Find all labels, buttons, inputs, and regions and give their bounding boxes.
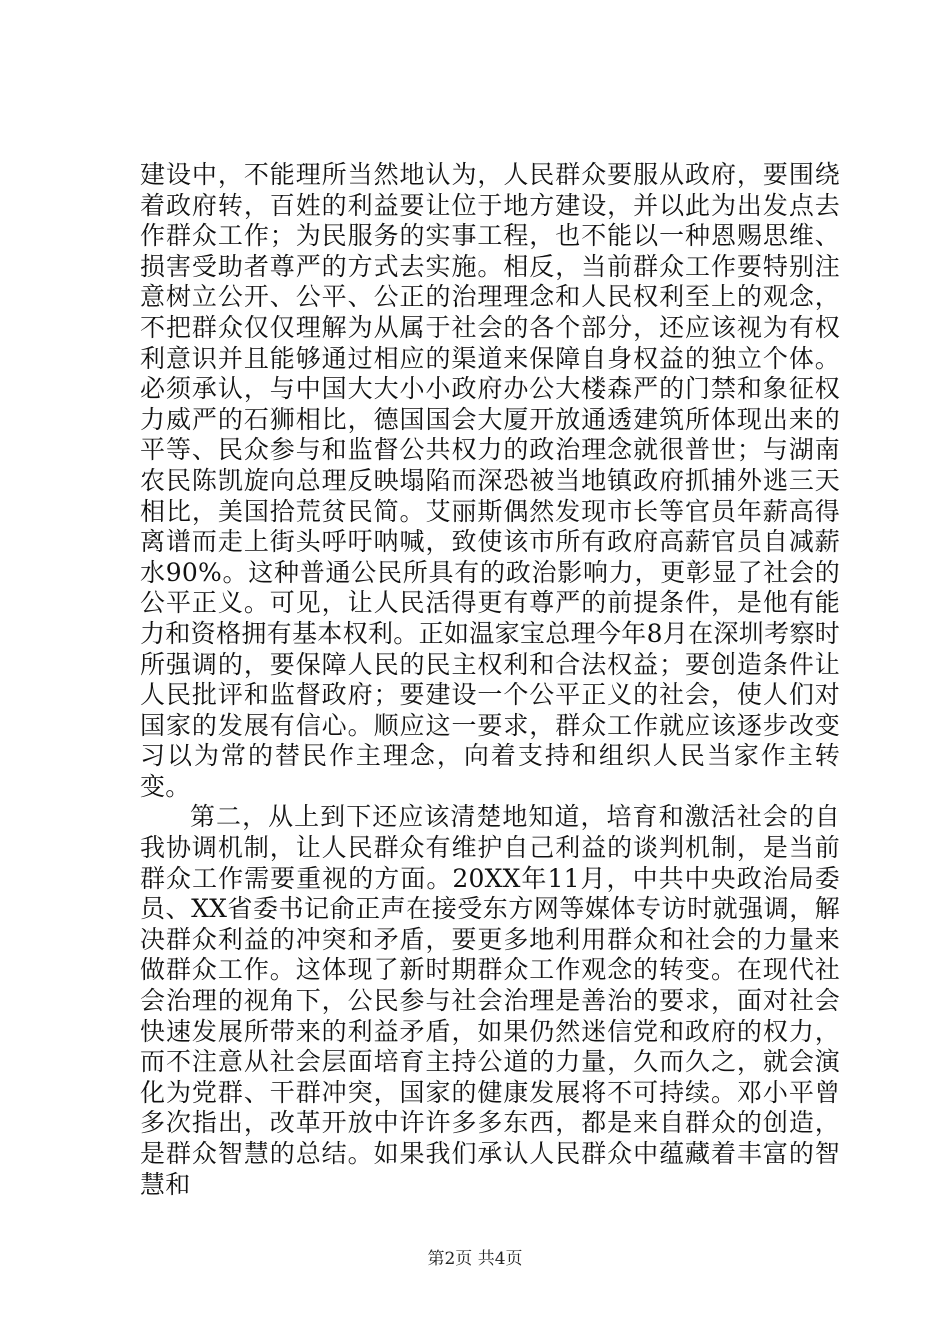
body-text — [140, 160, 840, 1200]
paragraph-continued: 建设中，不能理所当然地认为，人民群众要服从政府，要围绕着政府转，百姓的利益要让位于地方建设，并以此为出发点去作群众工作；为民服务的实事工程，也不能以一种恩赐思维、损害受助者尊严的方式去实施。相反，当前群众工作要特别注意树立公开、公平、公正的治理理念和人民权利至上的观念，不把群众仅仅理解为从属于社会的各个部分，还应该视为有权利意识并且能够通过相应的渠道来保障自身权益的独立个体。必须承认，与中国大大小小政府办公大楼森严的门禁和象征权力威严的石狮相比，德国国会大厦开放通透建筑所体现出来的平等、民众参与和监督公共权力的政治理念就很普世；与湖南农民陈凯旋向总理反映塌陷而深恐被当地镇政府抓捕外逃三天相比，美国拾荒贫民简。艾丽斯偶然发现市长等官员年薪高得离谱而走上街头呼吁呐喊，致使该市所有政府高薪官员自减薪水90%。这种普通公民所具有的政治影响力，更彰显了社会的公平正义。可见，让人民活得更有尊严的前提条件，是他有能力和资格拥有基本权利。正如温家宝总理今年8月在深圳考察时所强调的，要保障人民的民主权利和合法权益；要创造条件让人民批评和监督政府；要建设一个公平正义的社会，使人们对国家的发展有信心。顺应这一要求，群众工作就应该逐步改变习以为常的替民作主理念，向着支持和组织人民当家作主转变。 — [140, 160, 840, 801]
page-footer — [0, 1244, 950, 1269]
page-number-label: 第2页 共4页 — [427, 1249, 523, 1269]
paragraph-second-point: 第二，从上到下还应该清楚地知道，培育和激活社会的自我协调机制，让人民群众有维护自己利益的谈判机制，是当前群众工作需要重视的方面。20XX年11月，中共中央政治局委员、XX省委书记俞正声在接受东方网等媒体专访时就强调，解决群众利益的冲突和矛盾，要更多地利用群众和社会的力量来做群众工作。这体现了新时期群众工作观念的转变。在现代社会治理的视角下，公民参与社会治理是善治的要求，面对社会快速发展所带来的利益矛盾，如果仍然迷信党和政府的权力，而不注意从社会层面培育主持公道的力量，久而久之，就会演化为党群、干群冲突，国家的健康发展将不可持续。邓小平曾多次指出，改革开放中许许多多东西，都是来自群众的创造，是群众智慧的总结。如果我们承认人民群众中蕴藏着丰富的智慧和 — [140, 802, 840, 1199]
